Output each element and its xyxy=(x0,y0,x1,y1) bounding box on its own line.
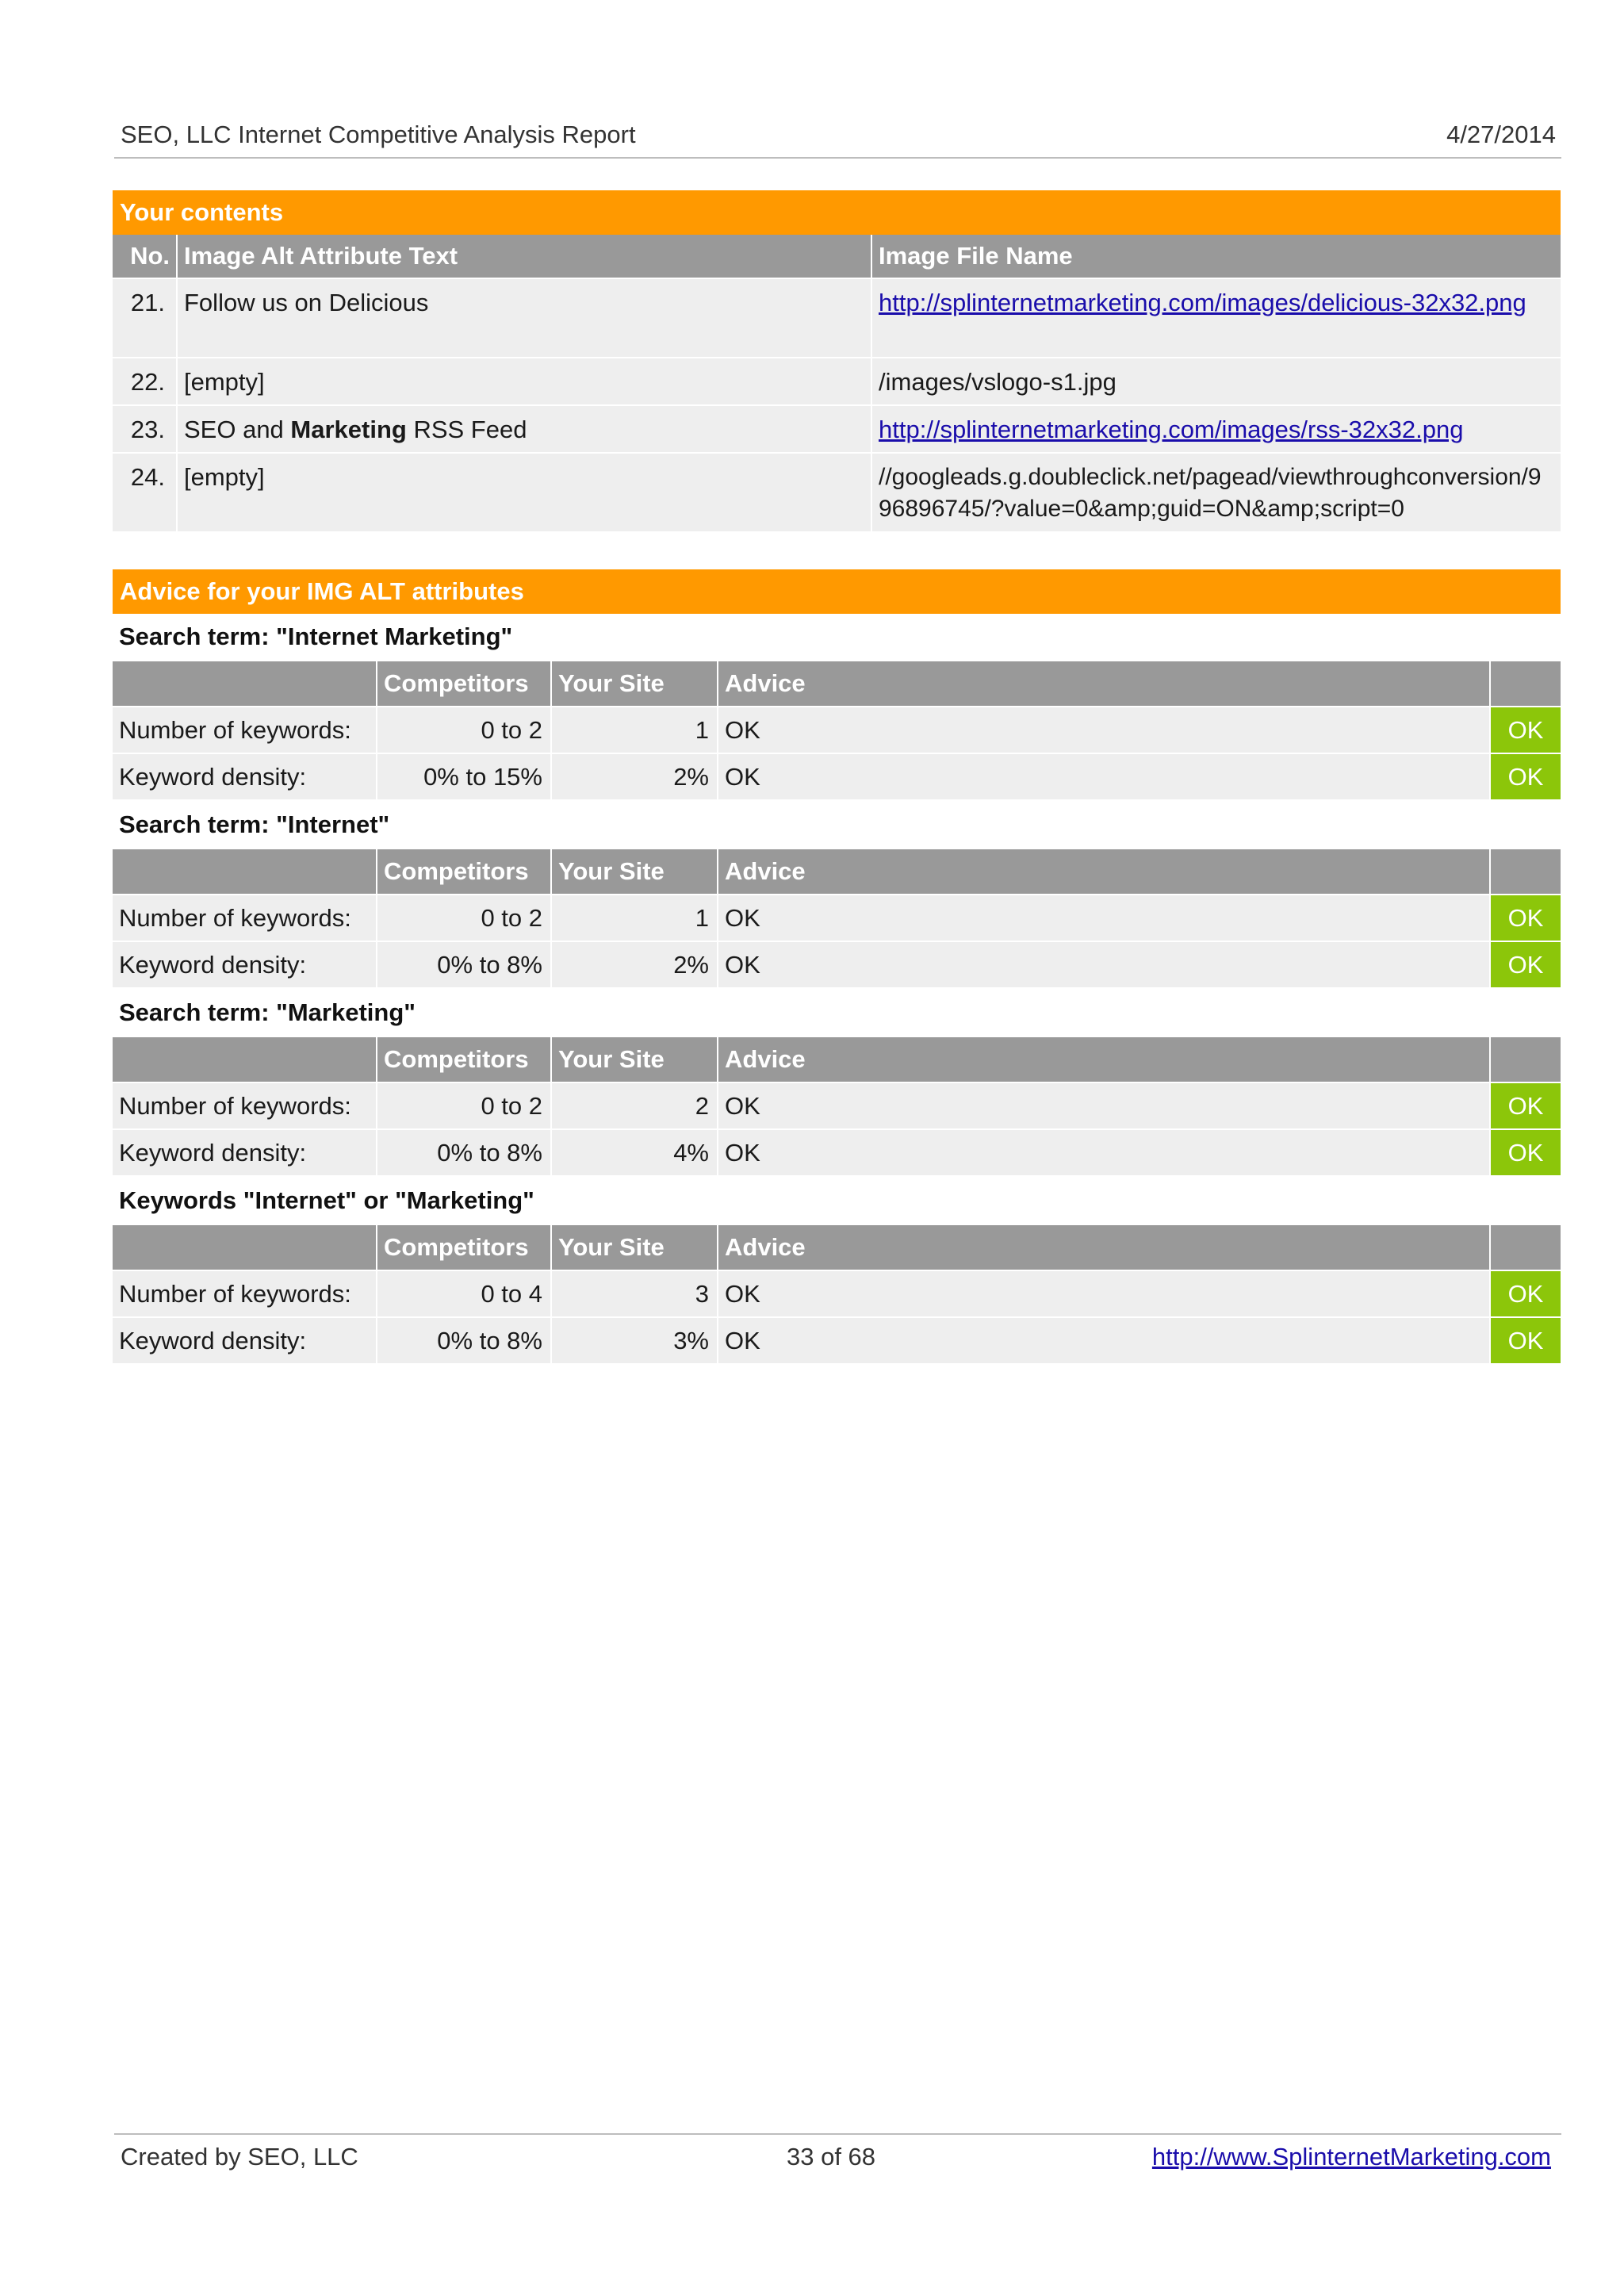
advice-text: OK xyxy=(718,1083,1491,1130)
table-row xyxy=(113,1271,1561,1318)
table-row xyxy=(113,358,1561,406)
table-row xyxy=(113,942,1561,989)
file-name: /images/vslogo-s1.jpg xyxy=(872,358,1561,406)
table-row xyxy=(113,1083,1561,1130)
alt-text: Follow us on Delicious xyxy=(178,279,872,358)
column-header-your-site: Your Site xyxy=(552,849,718,895)
advice-text: OK xyxy=(718,1130,1491,1177)
footer-website-link[interactable]: http://www.SplinternetMarketing.com xyxy=(1151,2143,1551,2170)
metric-label: Keyword density: xyxy=(113,942,377,989)
alt-text: [empty] xyxy=(178,358,872,406)
table-row xyxy=(113,707,1561,754)
row-number: 23. xyxy=(113,406,178,454)
footer-created-by: Created by SEO, LLC xyxy=(121,2143,358,2170)
your-site-value: 1 xyxy=(552,895,718,942)
file-name-cell xyxy=(872,406,1561,454)
page-header xyxy=(121,117,1556,155)
metric-label: Keyword density: xyxy=(113,1130,377,1177)
advice-table xyxy=(113,1225,1561,1365)
column-header-blank xyxy=(113,661,377,707)
your-site-value: 1 xyxy=(552,707,718,754)
column-header-alt-text: Image Alt Attribute Text xyxy=(178,235,872,279)
metric-label: Number of keywords: xyxy=(113,707,377,754)
column-header-advice: Advice xyxy=(718,1225,1491,1271)
column-header-competitors: Competitors xyxy=(377,849,552,895)
advice-header-row xyxy=(113,1225,1561,1271)
alt-text-prefix: SEO and xyxy=(184,416,291,443)
status-badge: OK xyxy=(1491,1130,1561,1177)
table-row xyxy=(113,895,1561,942)
status-badge: OK xyxy=(1491,754,1561,801)
column-header-advice: Advice xyxy=(718,1037,1491,1083)
table-row xyxy=(113,1318,1561,1365)
advice-header-row xyxy=(113,661,1561,707)
your-site-value: 3 xyxy=(552,1271,718,1318)
status-badge: OK xyxy=(1491,895,1561,942)
advice-text: OK xyxy=(718,754,1491,801)
alt-text-suffix: RSS Feed xyxy=(406,416,527,443)
page-number: 33 of 68 xyxy=(787,2143,876,2170)
image-file-link[interactable]: http://splinternetmarketing.com/images/delicious-32x32.png xyxy=(879,289,1526,316)
search-term-heading: Search term: "Internet" xyxy=(119,810,390,838)
metric-label: Keyword density: xyxy=(113,754,377,801)
table-row xyxy=(113,279,1561,358)
footer-divider xyxy=(114,2133,1561,2135)
competitors-value: 0 to 2 xyxy=(377,895,552,942)
advice-table xyxy=(113,661,1561,801)
your-site-value: 2% xyxy=(552,942,718,989)
row-number: 24. xyxy=(113,454,178,533)
search-term-heading: Keywords "Internet" or "Marketing" xyxy=(119,1186,534,1214)
status-badge: OK xyxy=(1491,1318,1561,1365)
column-header-status xyxy=(1491,661,1561,707)
competitors-value: 0% to 15% xyxy=(377,754,552,801)
metric-label: Keyword density: xyxy=(113,1318,377,1365)
column-header-competitors: Competitors xyxy=(377,661,552,707)
competitors-value: 0% to 8% xyxy=(377,1130,552,1177)
column-header-status xyxy=(1491,1225,1561,1271)
column-header-your-site: Your Site xyxy=(552,661,718,707)
table-row xyxy=(113,454,1561,533)
metric-label: Number of keywords: xyxy=(113,895,377,942)
advice-table xyxy=(113,1037,1561,1177)
competitors-value: 0% to 8% xyxy=(377,942,552,989)
column-header-advice: Advice xyxy=(718,661,1491,707)
column-header-blank xyxy=(113,849,377,895)
metric-label: Number of keywords: xyxy=(113,1271,377,1318)
header-divider xyxy=(114,157,1561,159)
page-footer xyxy=(121,2143,1551,2181)
contents-header-row xyxy=(113,235,1561,279)
advice-header-row xyxy=(113,849,1561,895)
column-header-status xyxy=(1491,849,1561,895)
file-name-cell xyxy=(872,279,1561,358)
image-file-link[interactable]: http://splinternetmarketing.com/images/rss-32x32.png xyxy=(879,416,1464,443)
competitors-value: 0 to 2 xyxy=(377,1083,552,1130)
contents-section-title: Your contents xyxy=(113,190,1561,235)
file-name: //googleads.g.doubleclick.net/pagead/viewthroughconversion/996896745/?value=0&amp;guid=ON&amp;script=0 xyxy=(872,454,1561,533)
status-badge: OK xyxy=(1491,1083,1561,1130)
status-badge: OK xyxy=(1491,707,1561,754)
competitors-value: 0% to 8% xyxy=(377,1318,552,1365)
search-term-heading: Search term: "Marketing" xyxy=(119,998,416,1026)
alt-text: [empty] xyxy=(178,454,872,533)
row-number: 21. xyxy=(113,279,178,358)
column-header-your-site: Your Site xyxy=(552,1225,718,1271)
status-badge: OK xyxy=(1491,942,1561,989)
table-row xyxy=(113,406,1561,454)
report-date: 4/27/2014 xyxy=(1446,121,1556,148)
advice-text: OK xyxy=(718,895,1491,942)
row-number: 22. xyxy=(113,358,178,406)
column-header-blank xyxy=(113,1225,377,1271)
column-header-your-site: Your Site xyxy=(552,1037,718,1083)
alt-text-keyword: Marketing xyxy=(290,416,407,443)
alt-text xyxy=(178,406,872,454)
search-term-heading: Search term: "Internet Marketing" xyxy=(119,623,513,650)
table-row xyxy=(113,754,1561,801)
column-header-blank xyxy=(113,1037,377,1083)
advice-text: OK xyxy=(718,707,1491,754)
column-header-no: No. xyxy=(113,235,178,279)
your-site-value: 2 xyxy=(552,1083,718,1130)
your-site-value: 3% xyxy=(552,1318,718,1365)
competitors-value: 0 to 2 xyxy=(377,707,552,754)
column-header-competitors: Competitors xyxy=(377,1037,552,1083)
status-badge: OK xyxy=(1491,1271,1561,1318)
your-site-value: 2% xyxy=(552,754,718,801)
table-row xyxy=(113,1130,1561,1177)
advice-section-title: Advice for your IMG ALT attributes xyxy=(113,569,1561,614)
column-header-file-name: Image File Name xyxy=(872,235,1561,279)
competitors-value: 0 to 4 xyxy=(377,1271,552,1318)
metric-label: Number of keywords: xyxy=(113,1083,377,1130)
advice-table xyxy=(113,849,1561,989)
contents-table xyxy=(113,235,1561,533)
your-site-value: 4% xyxy=(552,1130,718,1177)
advice-header-row xyxy=(113,1037,1561,1083)
advice-text: OK xyxy=(718,942,1491,989)
report-title: SEO, LLC Internet Competitive Analysis Report xyxy=(121,121,636,148)
advice-text: OK xyxy=(718,1318,1491,1365)
advice-text: OK xyxy=(718,1271,1491,1318)
column-header-advice: Advice xyxy=(718,849,1491,895)
column-header-competitors: Competitors xyxy=(377,1225,552,1271)
column-header-status xyxy=(1491,1037,1561,1083)
